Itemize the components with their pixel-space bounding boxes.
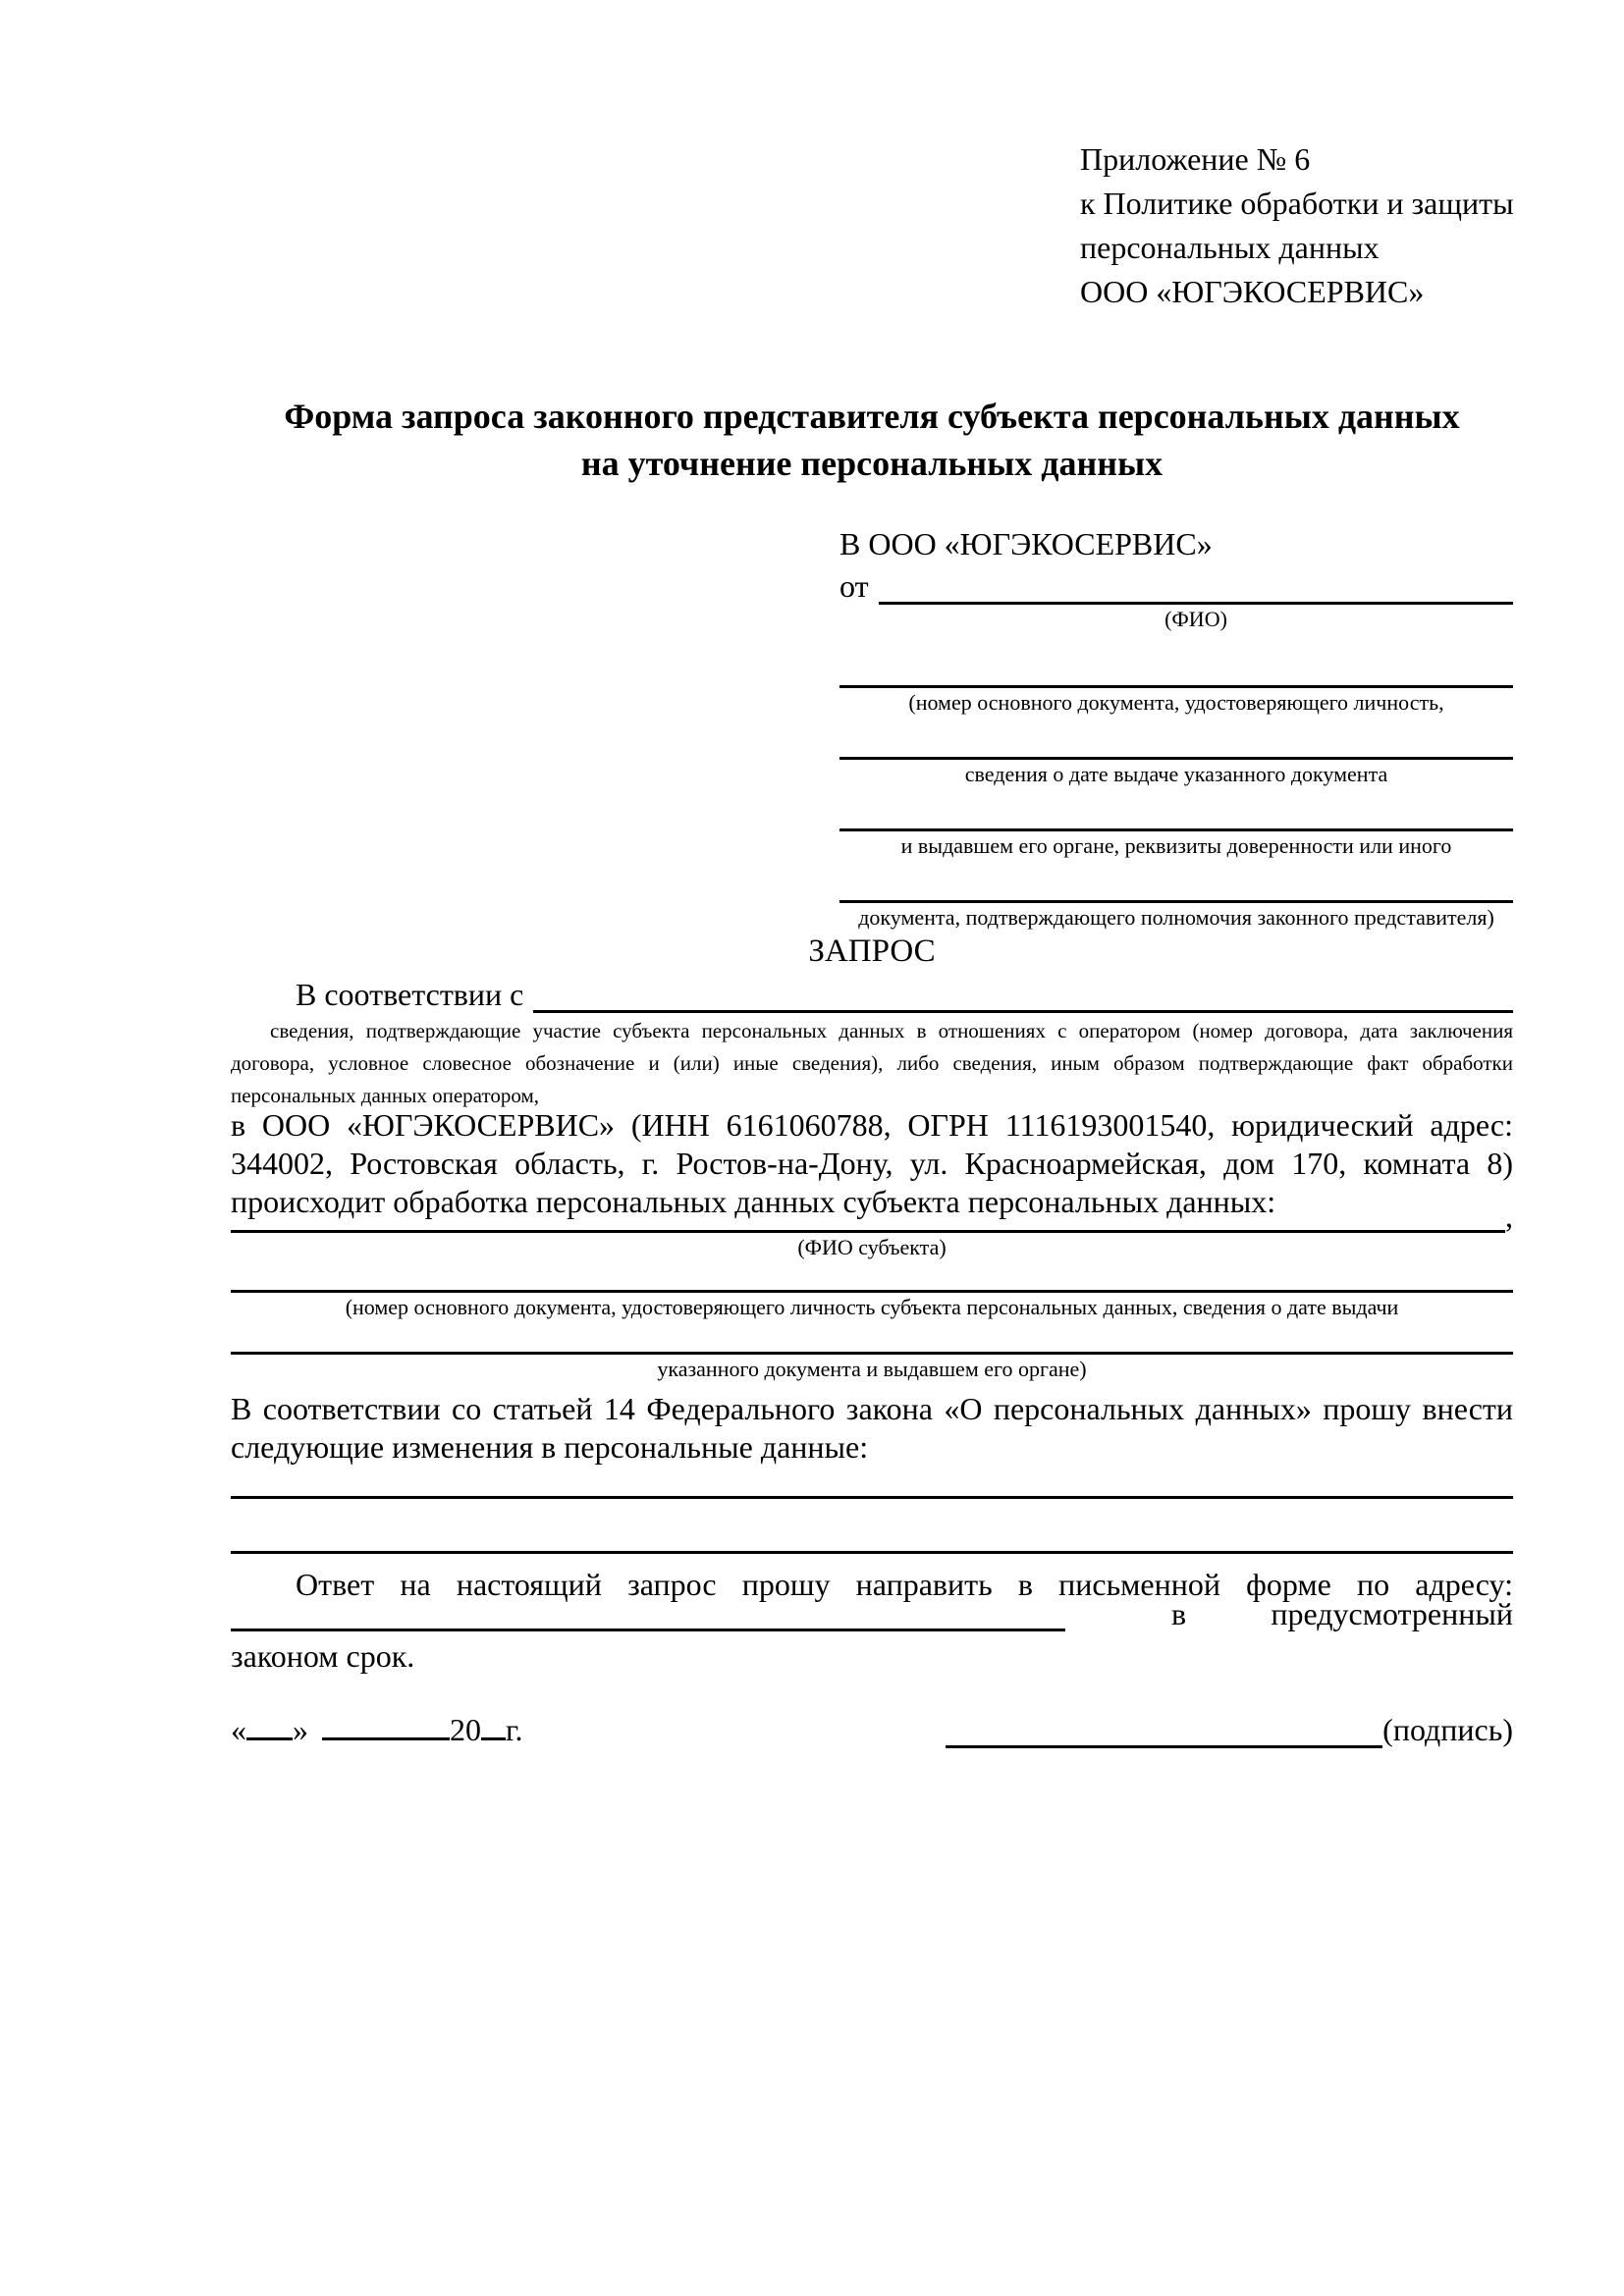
annex-note-line: ООО «ЮГЭКОСЕРВИС»: [1080, 274, 1425, 309]
changes-blank-line: [231, 1499, 1513, 1554]
doc-blank-line: [839, 859, 1513, 903]
from-row: [839, 565, 1513, 605]
answer-tail-word: в: [1171, 1596, 1187, 1631]
subject-fio-caption: (ФИО субъекта): [797, 1235, 947, 1259]
subject-fio-row: [231, 1198, 1513, 1233]
changes-blank-line: [231, 1467, 1513, 1499]
subject-doc-caption: указанного документа и выдавшем его органе): [657, 1357, 1087, 1381]
year-blank-line: [481, 1708, 506, 1740]
signature-field: [946, 1711, 1513, 1748]
doc-caption: документа, подтверждающего полномочия законного представителя): [858, 905, 1494, 930]
from-label: от: [839, 568, 869, 604]
request-heading: ЗАПРОС: [808, 934, 936, 969]
answer-address-blank-line: [231, 1599, 1065, 1631]
doc-blank-line: [839, 654, 1513, 688]
doc-caption: сведения о дате выдаче указанного документа: [964, 762, 1388, 786]
subject-doc-blank-line: [231, 1260, 1513, 1293]
year-prefix: 20: [450, 1712, 481, 1747]
from-blank-line: [879, 568, 1513, 605]
accordance-label: В соответствии с: [296, 977, 524, 1012]
subject-doc-caption: (номер основного документа, удостоверяющего личность субъекта персональных данных, сведения о дате выдачи: [345, 1295, 1399, 1319]
answer-tail: [1065, 1596, 1513, 1631]
answer-address-row: [231, 1596, 1513, 1631]
subject-doc-blank-line: [231, 1320, 1513, 1355]
doc-caption: и выдавшем его органе, реквизиты доверенности или иного: [900, 833, 1452, 858]
accordance-footnote: сведения, подтверждающие участие субъекта персональных данных в отношениях с оператором (номер договора, дата заключения договора, условное словесное обозначение и (или) иные сведения), либо сведения, иным образом подтверждающие факт обработки персональных данных оператором,: [231, 1019, 1513, 1107]
quote-close: »: [293, 1712, 308, 1747]
answer-tail-line: законом срок.: [231, 1638, 415, 1674]
year-suffix: г.: [506, 1712, 523, 1747]
date-field: [231, 1708, 523, 1748]
subject-fio-comma: ,: [1505, 1199, 1513, 1234]
subject-fio-blank-line: [231, 1195, 1505, 1233]
doc-blank-line: [839, 787, 1513, 831]
document-title: [231, 393, 1513, 487]
fio-caption: (ФИО): [1164, 607, 1227, 631]
signature-caption: (подпись): [1382, 1712, 1513, 1747]
answer-tail-word: предусмотренный: [1271, 1596, 1513, 1631]
annex-note-line: к Политике обработки и защиты: [1080, 186, 1514, 221]
signature-blank-line: [946, 1716, 1382, 1748]
accordance-blank-line: [533, 981, 1513, 1013]
doc-caption: (номер основного документа, удостоверяющего личность,: [908, 690, 1444, 715]
document-title-line2: на уточнение персональных данных: [580, 444, 1164, 483]
doc-blank-line: [839, 716, 1513, 760]
article14-paragraph: В соответствии со статьей 14 Федерального закона «О персональных данных» прошу внести следующие изменения в персональные данные:: [231, 1391, 1513, 1465]
operator-paragraph: в ООО «ЮГЭКОСЕРВИС» (ИНН 6161060788, ОГРН 1116193001540, юридический адрес: 344002, Ростовская область, г. Ростов-на-Дону, ул. Красноармейская, дом 170, комната 8) происходит обработка персональных данных субъекта персональных данных:: [231, 1107, 1513, 1219]
document-title-line1: Форма запроса законного представителя субъекта персональных данных: [284, 397, 1460, 436]
annex-note-line: персональных данных: [1080, 230, 1380, 265]
day-blank-line: [246, 1708, 293, 1740]
annex-note-line: Приложение № 6: [1080, 141, 1311, 177]
quote-open: «: [231, 1712, 246, 1747]
addressee-organization: В ООО «ЮГЭКОСЕРВИС»: [839, 526, 1213, 561]
addressee-block: [839, 522, 1513, 931]
date-signature-row: [231, 1708, 1513, 1748]
answer-paragraph: Ответ на настоящий запрос прошу направить в письменной форме по адресу:: [296, 1567, 1513, 1602]
month-blank-line: [322, 1708, 450, 1740]
annex-note: [1080, 137, 1522, 314]
request-body: [231, 931, 1513, 1676]
accordance-row: [231, 974, 1513, 1013]
